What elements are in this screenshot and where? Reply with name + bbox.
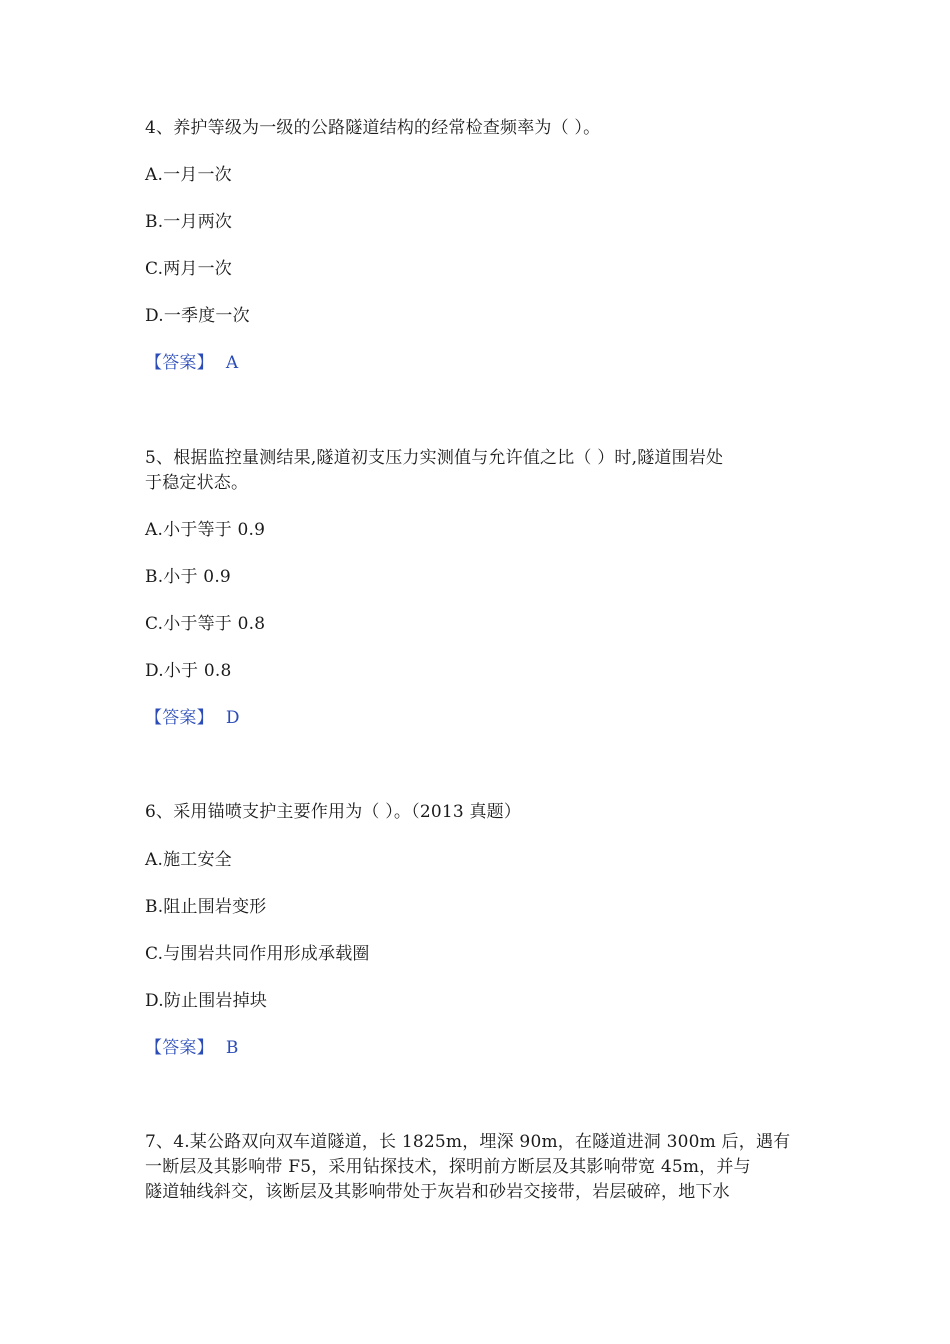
question-6-option-a: A.施工安全: [145, 850, 232, 870]
answer-label: 【答案】: [145, 1038, 214, 1058]
question-5-stem-line-1: 5、根据监控量测结果,隧道初支压力实测值与允许值之比（ ）时,隧道围岩处: [145, 448, 724, 468]
question-5-option-b: B.小于 0.9: [145, 567, 231, 587]
question-6-option-d: D.防止围岩掉块: [145, 991, 268, 1011]
answer-value: A: [225, 353, 239, 373]
question-4-stem: 4、养护等级为一级的公路隧道结构的经常检查频率为（ ）。: [145, 118, 601, 138]
answer-label: 【答案】: [145, 708, 214, 728]
question-6-option-b: B.阻止围岩变形: [145, 897, 267, 917]
answer-value: B: [225, 1038, 239, 1058]
question-5-answer: [145, 706, 240, 730]
question-6-answer: [145, 1036, 239, 1060]
question-4-answer: [145, 351, 238, 375]
question-5-option-c: C.小于等于 0.8: [145, 614, 266, 634]
question-5-option-a: A.小于等于 0.9: [145, 520, 266, 540]
question-5-option-d: D.小于 0.8: [145, 661, 232, 681]
answer-label: 【答案】: [145, 353, 214, 373]
question-6-stem: 6、采用锚喷支护主要作用为（ ）。（2013 真题）: [145, 802, 522, 822]
question-7-stem-line-3: 隧道轴线斜交，该断层及其影响带处于灰岩和砂岩交接带，岩层破碎，地下水: [145, 1182, 730, 1202]
question-4-option-b: B.一月两次: [145, 212, 233, 232]
question-5-stem-line-2: 于稳定状态。: [145, 473, 249, 493]
question-7-stem-line-2: 一断层及其影响带 F5，采用钻探技术，探明前方断层及其影响带宽 45m，并与: [145, 1157, 751, 1177]
question-4-option-d: D.一季度一次: [145, 306, 250, 326]
answer-value: D: [225, 708, 240, 728]
question-7-stem-line-1: 7、4.某公路双向双车道隧道，长 1825m，埋深 90m，在隧道进洞 300m 后，遇有: [145, 1132, 791, 1152]
question-4-option-a: A.一月一次: [145, 165, 232, 185]
question-4-option-c: C.两月一次: [145, 259, 233, 279]
question-6-option-c: C.与围岩共同作用形成承载圈: [145, 944, 370, 964]
